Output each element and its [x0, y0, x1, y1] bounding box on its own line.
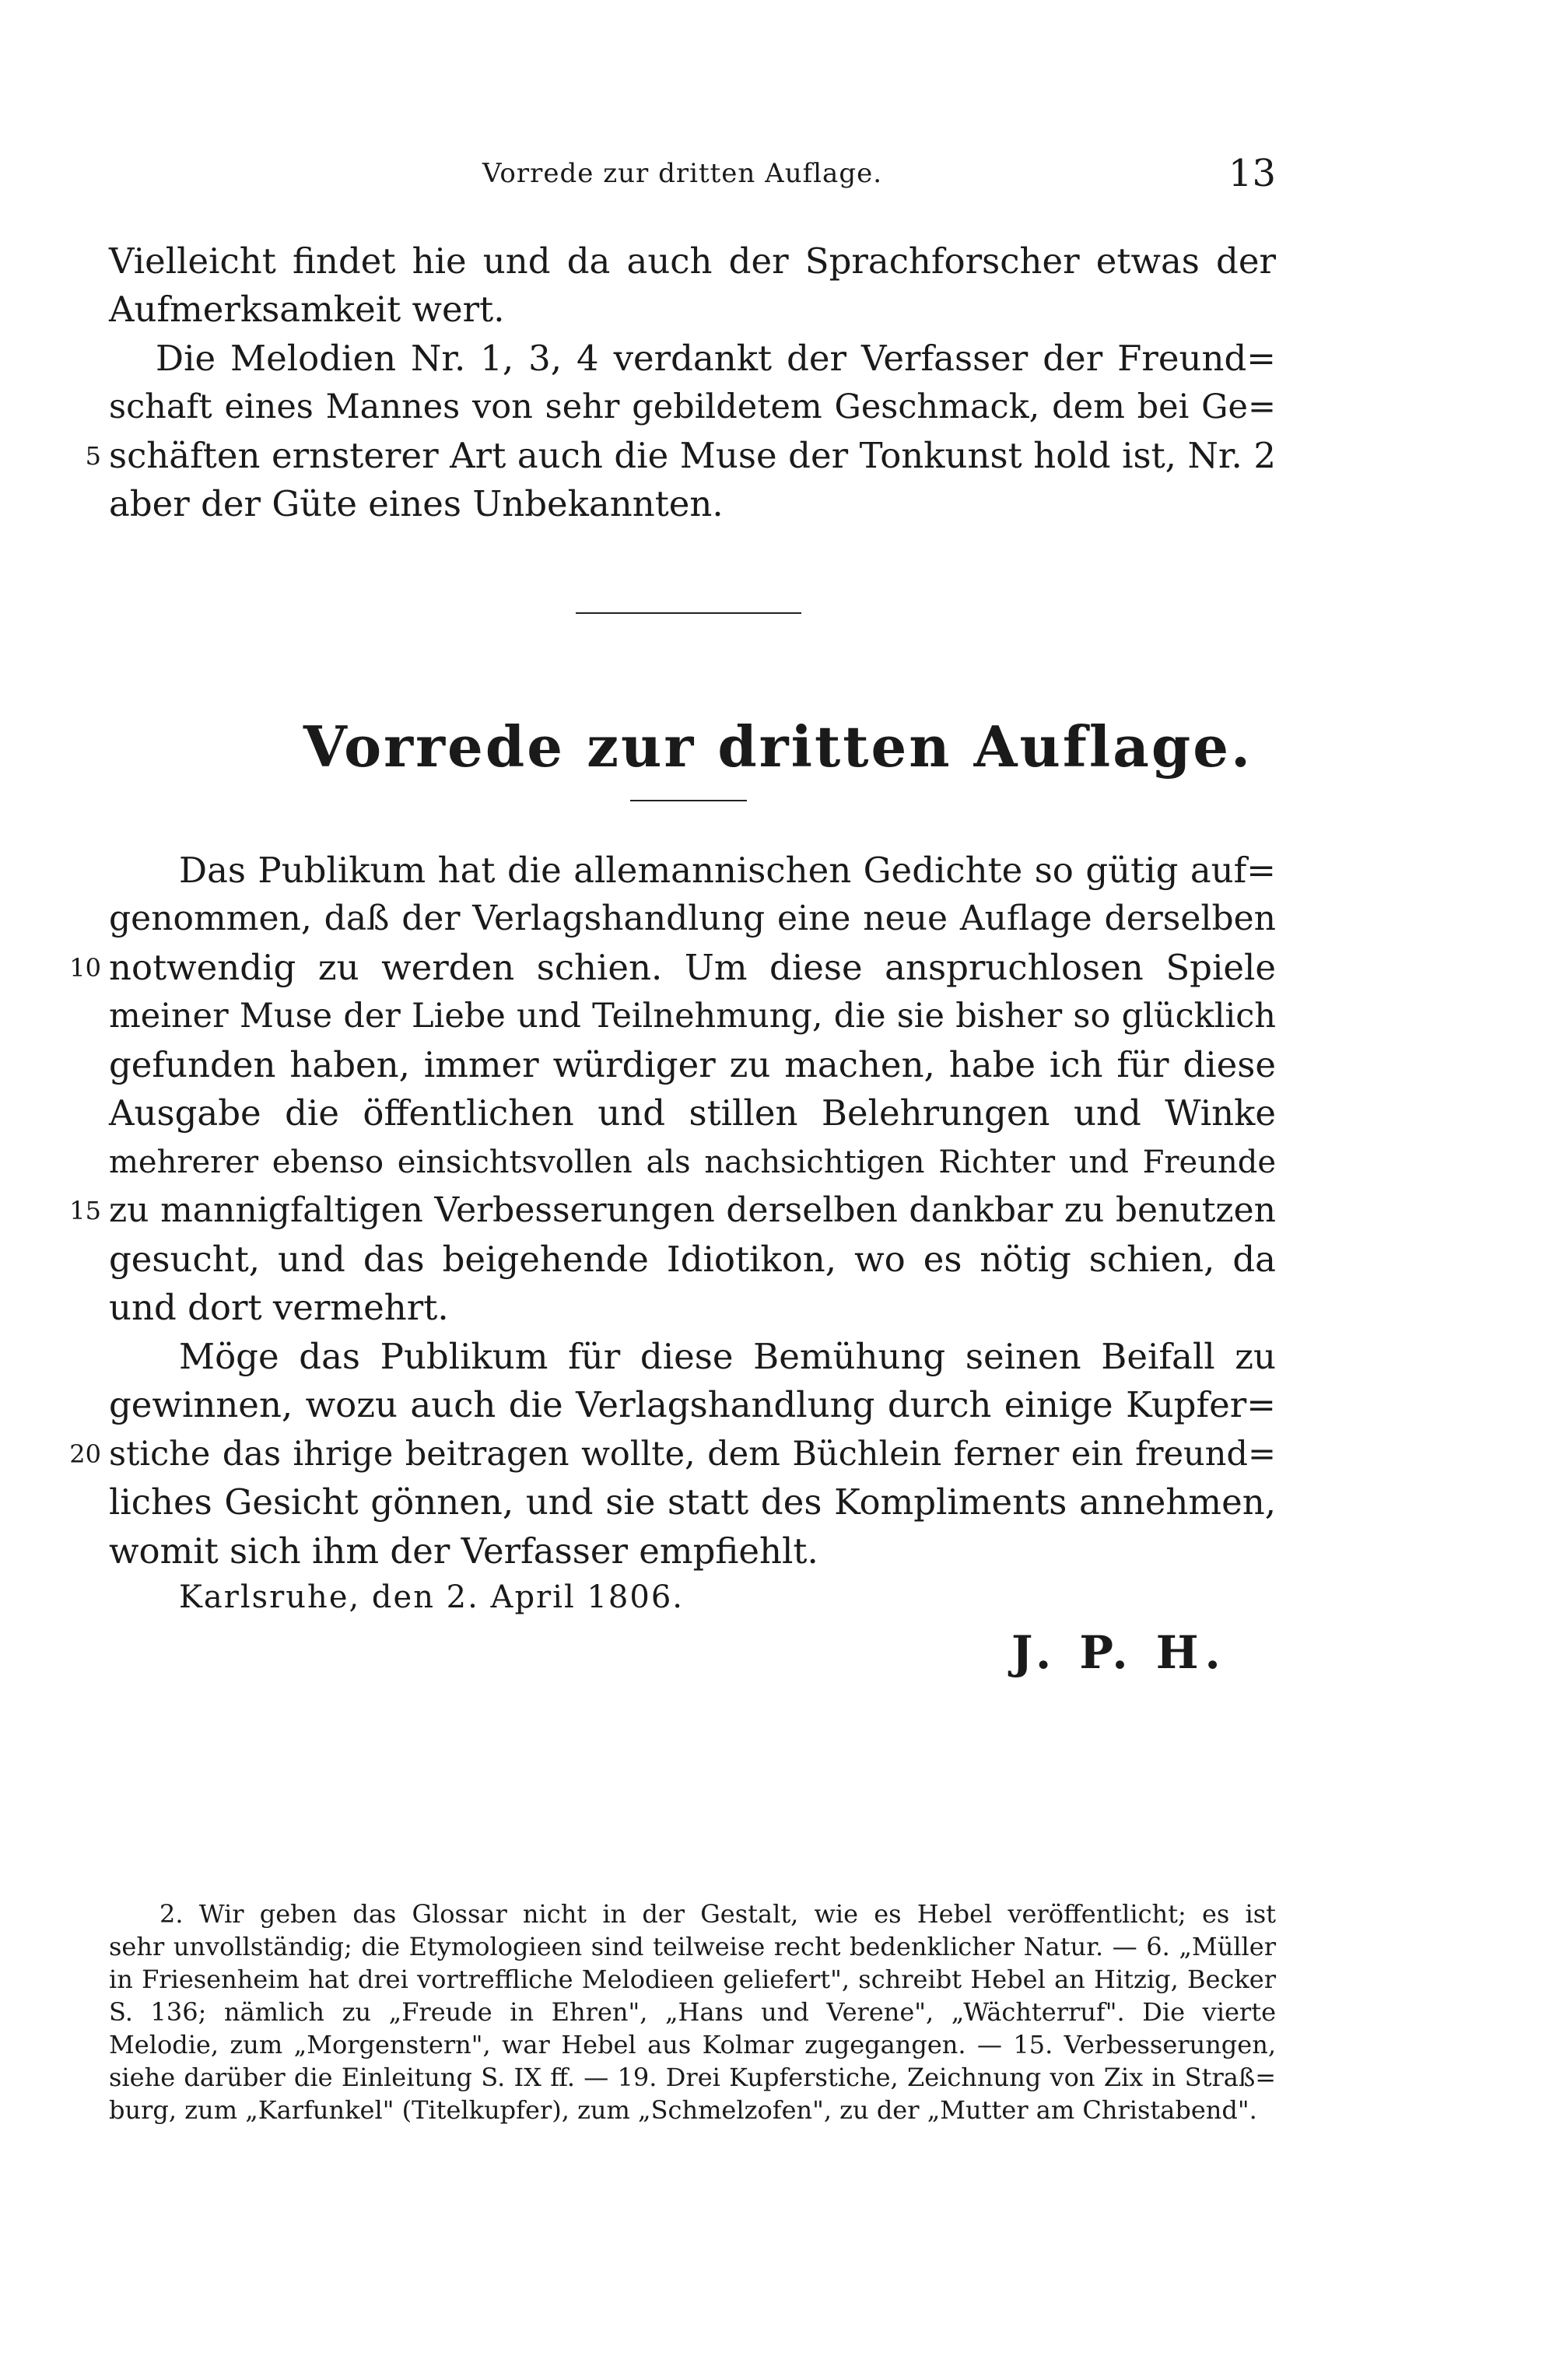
text-line	[0, 432, 1556, 480]
text-line	[0, 480, 1556, 528]
line-text: gesucht, und das beigehende Idiotikon, wo es nötig schien, da	[109, 1239, 1276, 1280]
line-number: 5	[85, 441, 101, 471]
text-line	[0, 1236, 1556, 1284]
line-text: zu mannigfaltigen Verbesserungen derselben dankbar zu benutzen	[109, 1190, 1276, 1230]
text-line	[0, 944, 1556, 992]
line-text: schaft eines Mannes von sehr gebildetem Geschmack, dem bei Ge=	[109, 387, 1276, 426]
line-text: Das Publikum hat die allemannischen Gedichte so gütig auf=	[179, 850, 1276, 891]
footnote-line: sehr unvollständig; die Etymologieen sind teilweise recht bedenklicher Natur. — 6. „Müller	[109, 1932, 1276, 1961]
text-line	[0, 1527, 1556, 1576]
text-line	[0, 335, 1556, 383]
running-head	[0, 152, 1556, 198]
section-heading: Vorrede zur dritten Auflage.	[303, 713, 1253, 780]
text-line	[0, 992, 1556, 1040]
line-text: stiche das ihrige beitragen wollte, dem Büchlein ferner ein freund=	[109, 1435, 1276, 1474]
line-text: schäften ernsterer Art auch die Muse der Tonkunst hold ist, Nr. 2	[109, 435, 1276, 476]
text-line	[0, 1186, 1556, 1235]
text-line	[0, 1284, 1556, 1332]
line-text: mehrerer ebenso einsichtsvollen als nachsichtigen Richter und Freunde	[109, 1144, 1276, 1180]
line-number: 15	[69, 1196, 101, 1225]
page-number: 13	[1228, 152, 1276, 195]
running-title: Vorrede zur dritten Auflage.	[482, 158, 883, 189]
separator-rule	[576, 612, 801, 614]
line-text: Ausgabe die öffentlichen und stillen Belehrungen und Winke	[109, 1092, 1276, 1134]
signature-initials: J. P. H.	[1011, 1626, 1227, 1679]
line-text: womit sich ihm der Verfasser empfiehlt.	[109, 1530, 818, 1572]
line-text: Möge das Publikum für diese Bemühung seinen Beifall zu	[179, 1336, 1276, 1377]
text-line	[0, 1381, 1556, 1429]
footnote-line: Melodie, zum „Morgenstern", war Hebel aus Kolmar zugegangen. — 15. Verbesserungen,	[109, 2030, 1276, 2059]
line-text: gewinnen, wozu auch die Verlagshandlung durch einige Kupfer=	[109, 1384, 1276, 1425]
line-text: aber der Güte eines Unbekannten.	[109, 483, 724, 524]
footnote-line: in Friesenheim hat drei vortreffliche Melodieen geliefert", schreibt Hebel an Hitzig, Becker	[109, 1965, 1276, 1994]
text-line	[0, 846, 1556, 895]
heading-underline	[630, 800, 747, 801]
text-line	[0, 1138, 1556, 1186]
line-text: Vielleicht findet hie und da auch der Sprachforscher etwas der	[109, 240, 1276, 282]
text-line	[0, 1478, 1556, 1526]
text-line	[0, 237, 1556, 286]
text-line	[0, 286, 1556, 334]
line-text: Die Melodien Nr. 1, 3, 4 verdankt der Verfasser der Freund=	[156, 338, 1276, 379]
dateline: Karlsruhe, den 2. April 1806.	[179, 1579, 684, 1615]
footnote-line: S. 136; nämlich zu „Freude in Ehren", „Hans und Verene", „Wächterruf". Die vierte	[109, 1997, 1276, 2027]
text-line	[0, 1041, 1556, 1089]
line-text: gefunden haben, immer würdiger zu machen, habe ich für diese	[109, 1044, 1276, 1085]
line-text: Aufmerksamkeit wert.	[109, 289, 505, 330]
line-text: genommen, daß der Verlagshandlung eine neue Auflage derselben	[109, 899, 1276, 938]
line-text: notwendig zu werden schien. Um diese anspruchlosen Spiele	[109, 947, 1276, 988]
text-line	[0, 895, 1556, 943]
text-line	[0, 383, 1556, 431]
line-number: 20	[69, 1439, 101, 1469]
footnote-line: 2. Wir geben das Glossar nicht in der Gestalt, wie es Hebel veröffentlicht; es ist	[159, 1899, 1276, 1929]
text-line	[0, 1430, 1556, 1478]
footnote-line: siehe darüber die Einleitung S. IX ff. — 19. Drei Kupferstiche, Zeichnung von Zix in Straß=	[109, 2063, 1276, 2092]
line-text: und dort vermehrt.	[109, 1287, 449, 1328]
text-line	[0, 1089, 1556, 1137]
line-text: meiner Muse der Liebe und Teilnehmung, die sie bisher so glücklich	[109, 997, 1276, 1036]
footnote-line: burg, zum „Karfunkel" (Titelkupfer), zum „Schmelzofen", zu der „Mutter am Christabend".	[109, 2095, 1257, 2125]
line-number: 10	[69, 953, 101, 983]
text-line	[0, 1333, 1556, 1381]
line-text: liches Gesicht gönnen, und sie statt des Kompliments annehmen,	[109, 1481, 1276, 1523]
